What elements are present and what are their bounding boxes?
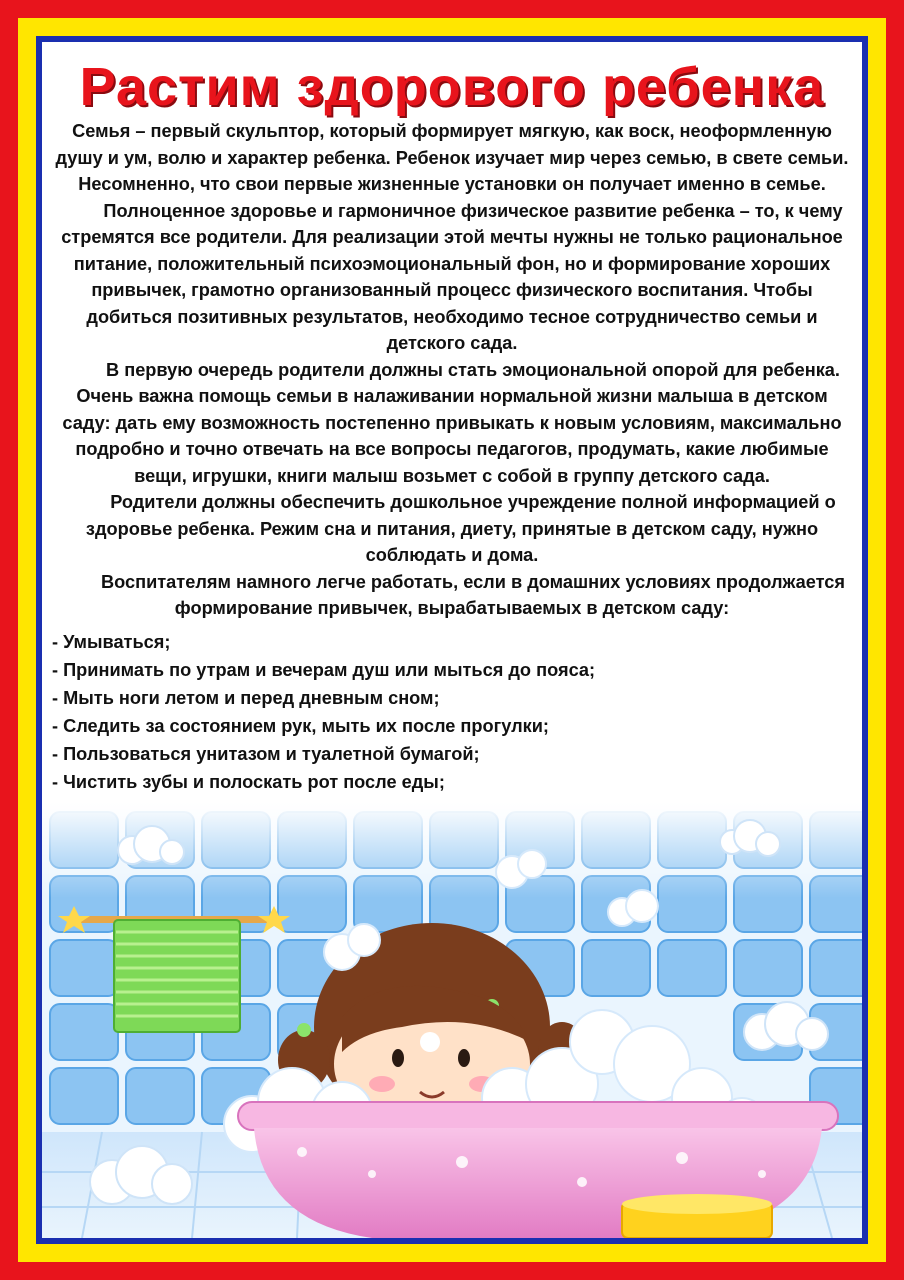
list-item: - Умываться;: [52, 631, 171, 652]
list-item: - Следить за состоянием рук, мыть их после прогулки;: [52, 715, 549, 736]
poster-page: [42, 42, 862, 1238]
poster-title: Растим здорового ребенка: [79, 57, 825, 117]
habits-list: [52, 628, 852, 796]
yellow-stool: [622, 1194, 772, 1238]
paragraph-support: В первую очередь родители должны стать эмоциональной опорой для ребенка. Очень важна помощь семьи в налаживании нормальной жизни малыша в детском саду: дать ему возможность постепенно привыкать к новым условиям, максимально подробно и точно отвечать на все вопросы педагогов, продумать, какие любимые вещи, игрушки, книги малыш возьмет с собой в группу детского сада.: [62, 359, 842, 486]
paragraph-habits-intro: Воспитателям намного легче работать, если в домашних условиях продолжается формирование привычек, вырабатываемых в детском саду:: [100, 571, 846, 618]
bathroom-scene-svg: [42, 802, 862, 1238]
paragraph-health: Полноценное здоровье и гармоничное физическое развитие ребенка – то, к чему стремятся все родители. Для реализации этой мечты нужны не только рациональное питание, положительный психоэмоциональный фон, но и формирование хороших привычек, грамотно организованный процесс физического воспитания. Чтобы добиться позитивных результатов, необходимо тесное сотрудничество семьи и детского сада.: [61, 200, 843, 353]
towel: [114, 920, 240, 1032]
list-item: - Пользоваться унитазом и туалетной бумагой;: [52, 743, 480, 764]
bath-illustration: [42, 802, 862, 1238]
list-item: - Чистить зубы и полоскать рот после еды;: [52, 771, 445, 792]
list-item: - Принимать по утрам и вечерам душ или мыться до пояса;: [52, 659, 596, 680]
paragraph-information: Родители должны обеспечить дошкольное учреждение полной информацией о здоровье ребенка. Режим сна и питания, диету, принятые в детском саду, нужно соблюдать и дома.: [85, 492, 836, 565]
paragraph-family: Семья – первый скульптор, который формирует мягкую, как воск, неоформленную душу и ум, волю и характер ребенка. Ребенок изучает мир через семью, в свете семьи. Несомненно, что свои первые жизненные установки он получает именно в семье.: [55, 121, 849, 194]
poster-body: [52, 118, 852, 796]
list-item: - Мыть ноги летом и перед дневным сном;: [52, 687, 440, 708]
